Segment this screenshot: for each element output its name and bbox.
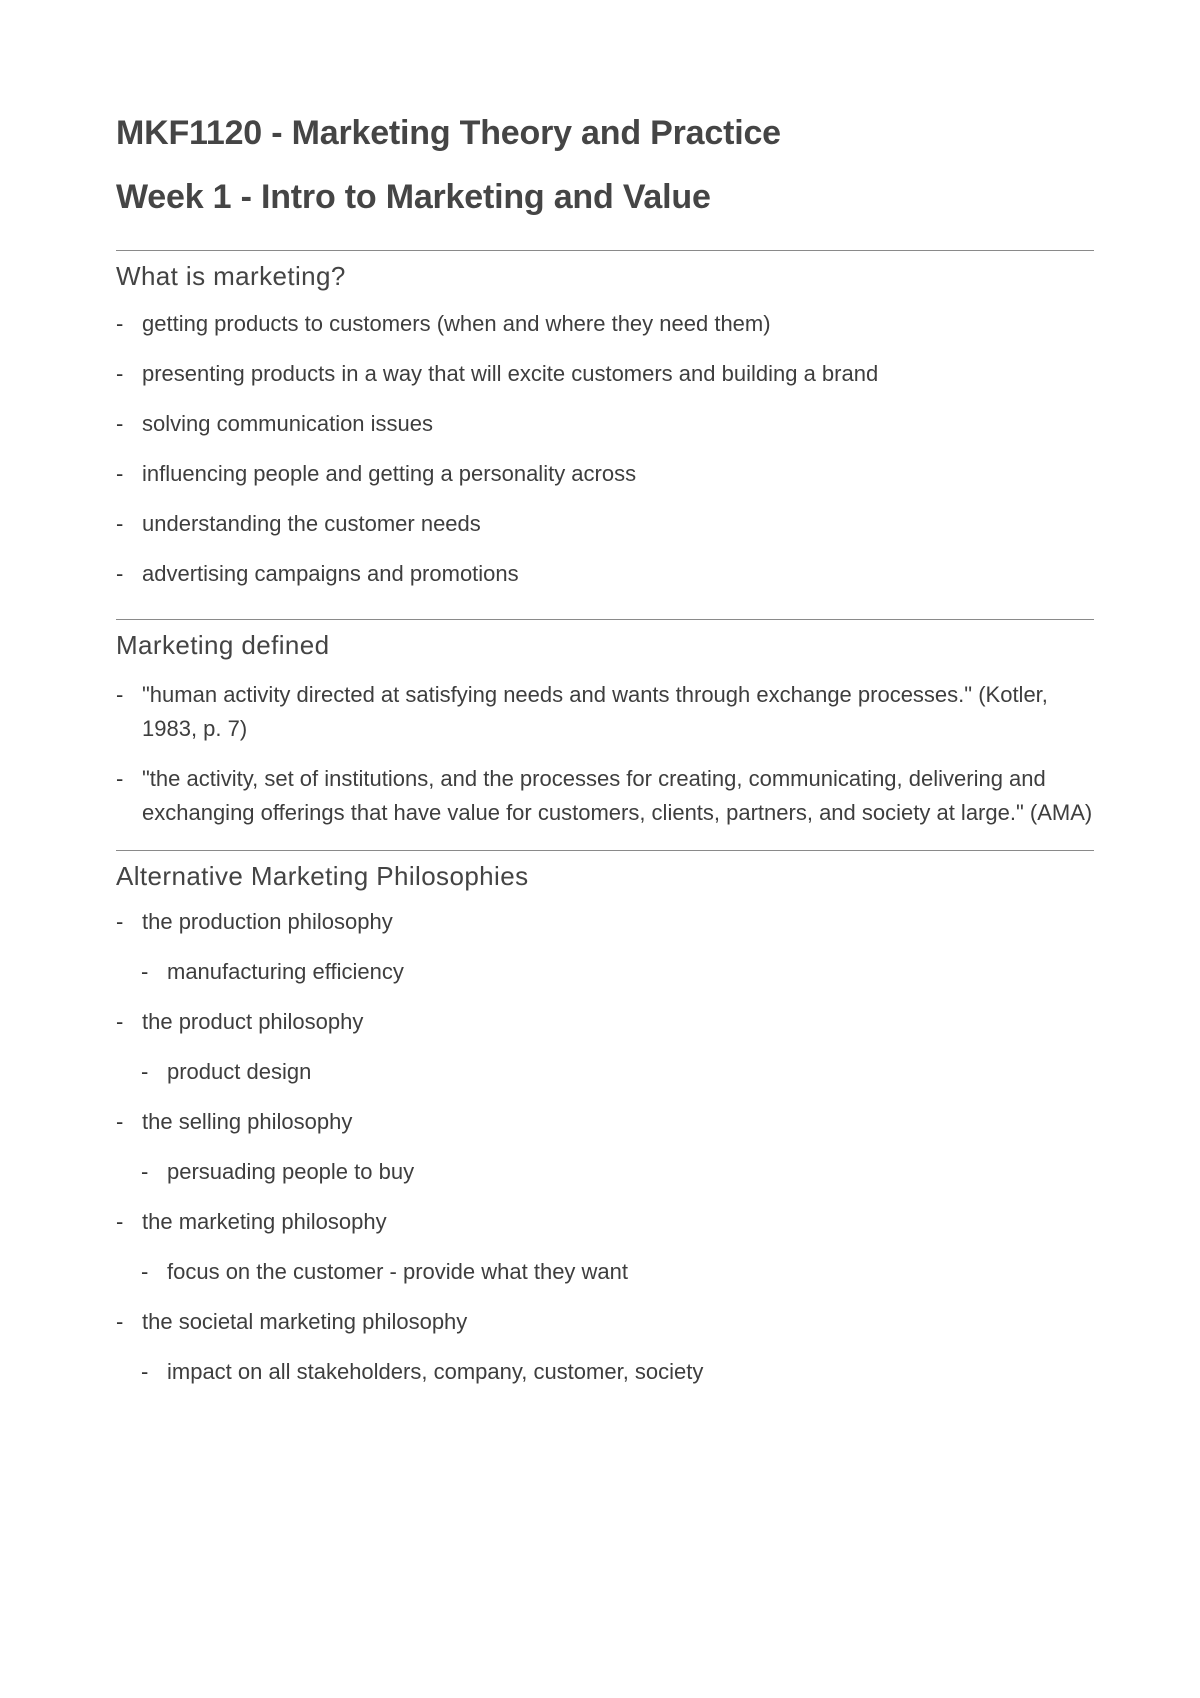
dash-bullet-icon: -	[116, 461, 124, 486]
sub-list-item	[116, 1255, 1094, 1289]
list-item-text: presenting products in a way that will excite customers and building a brand	[142, 361, 879, 386]
section-heading: Alternative Marketing Philosophies	[116, 861, 529, 891]
list-item-text: the societal marketing philosophy	[142, 1309, 468, 1334]
dash-bullet-icon: -	[116, 682, 124, 707]
list-item	[116, 357, 1094, 391]
sub-list-item	[116, 1355, 1094, 1389]
list-item-text: focus on the customer - provide what they want	[167, 1259, 629, 1284]
list-item	[116, 507, 1094, 541]
dash-bullet-icon: -	[116, 361, 124, 386]
document-title: MKF1120 - Marketing Theory and Practice	[116, 114, 781, 152]
dash-bullet-icon: -	[141, 1359, 149, 1384]
list-item-text: the product philosophy	[142, 1009, 364, 1034]
list-item-text: understanding the customer needs	[142, 511, 481, 536]
dash-bullet-icon: -	[141, 959, 149, 984]
list-item	[116, 457, 1094, 491]
section-divider	[116, 619, 1094, 620]
list-item-text: the selling philosophy	[142, 1109, 353, 1134]
sub-list-item	[116, 1055, 1094, 1089]
section-heading: What is marketing?	[116, 261, 346, 291]
section-divider	[116, 850, 1094, 851]
list-item-text: solving communication issues	[142, 411, 434, 436]
section-heading: Marketing defined	[116, 630, 330, 660]
list-item-text: impact on all stakeholders, company, customer, society	[167, 1359, 704, 1384]
dash-bullet-icon: -	[116, 909, 124, 934]
list-item	[116, 905, 1094, 939]
dash-bullet-icon: -	[141, 1159, 149, 1184]
dash-bullet-icon: -	[116, 1109, 124, 1134]
document-subtitle: Week 1 - Intro to Marketing and Value	[116, 178, 711, 216]
dash-bullet-icon: -	[116, 766, 124, 791]
bullet-list	[116, 678, 1094, 830]
list-item-text: manufacturing efficiency	[167, 959, 404, 984]
dash-bullet-icon: -	[116, 1009, 124, 1034]
dash-bullet-icon: -	[116, 1309, 124, 1334]
section-what-is-marketing	[116, 250, 1094, 591]
section-alternative-marketing-philosophies	[116, 850, 1094, 1389]
list-item-text: persuading people to buy	[167, 1159, 415, 1184]
list-item	[116, 1305, 1094, 1339]
list-item	[116, 557, 1094, 591]
list-item	[116, 407, 1094, 441]
sub-list-item	[116, 1155, 1094, 1189]
list-item	[116, 762, 1094, 830]
dash-bullet-icon: -	[116, 311, 124, 336]
dash-bullet-icon: -	[141, 1259, 149, 1284]
dash-bullet-icon: -	[116, 561, 124, 586]
list-item	[116, 307, 1094, 341]
list-item	[116, 1205, 1094, 1239]
list-item-text: the production philosophy	[142, 909, 393, 934]
list-item-text: advertising campaigns and promotions	[142, 561, 519, 586]
document-page	[116, 110, 1094, 1405]
section-divider	[116, 250, 1094, 251]
bullet-list	[116, 905, 1094, 1389]
bullet-list	[116, 307, 1094, 591]
list-item-text: "human activity directed at satisfying needs and wants through exchange processes." (Kotler, 1983, p. 7)	[142, 682, 1048, 741]
list-item-text: product design	[167, 1059, 312, 1084]
list-item	[116, 1005, 1094, 1039]
list-item-text: influencing people and getting a personality across	[142, 461, 637, 486]
dash-bullet-icon: -	[116, 511, 124, 536]
list-item	[116, 1105, 1094, 1139]
list-item-text: getting products to customers (when and where they need them)	[142, 311, 771, 336]
list-item-text: the marketing philosophy	[142, 1209, 387, 1234]
list-item	[116, 678, 1094, 746]
sub-list-item	[116, 955, 1094, 989]
dash-bullet-icon: -	[116, 411, 124, 436]
list-item-text: "the activity, set of institutions, and the processes for creating, communicating, delivering and exchanging offerings that have value for customers, clients, partners, and society at large." (AMA)	[142, 766, 1093, 825]
dash-bullet-icon: -	[116, 1209, 124, 1234]
dash-bullet-icon: -	[141, 1059, 149, 1084]
section-marketing-defined	[116, 619, 1094, 830]
